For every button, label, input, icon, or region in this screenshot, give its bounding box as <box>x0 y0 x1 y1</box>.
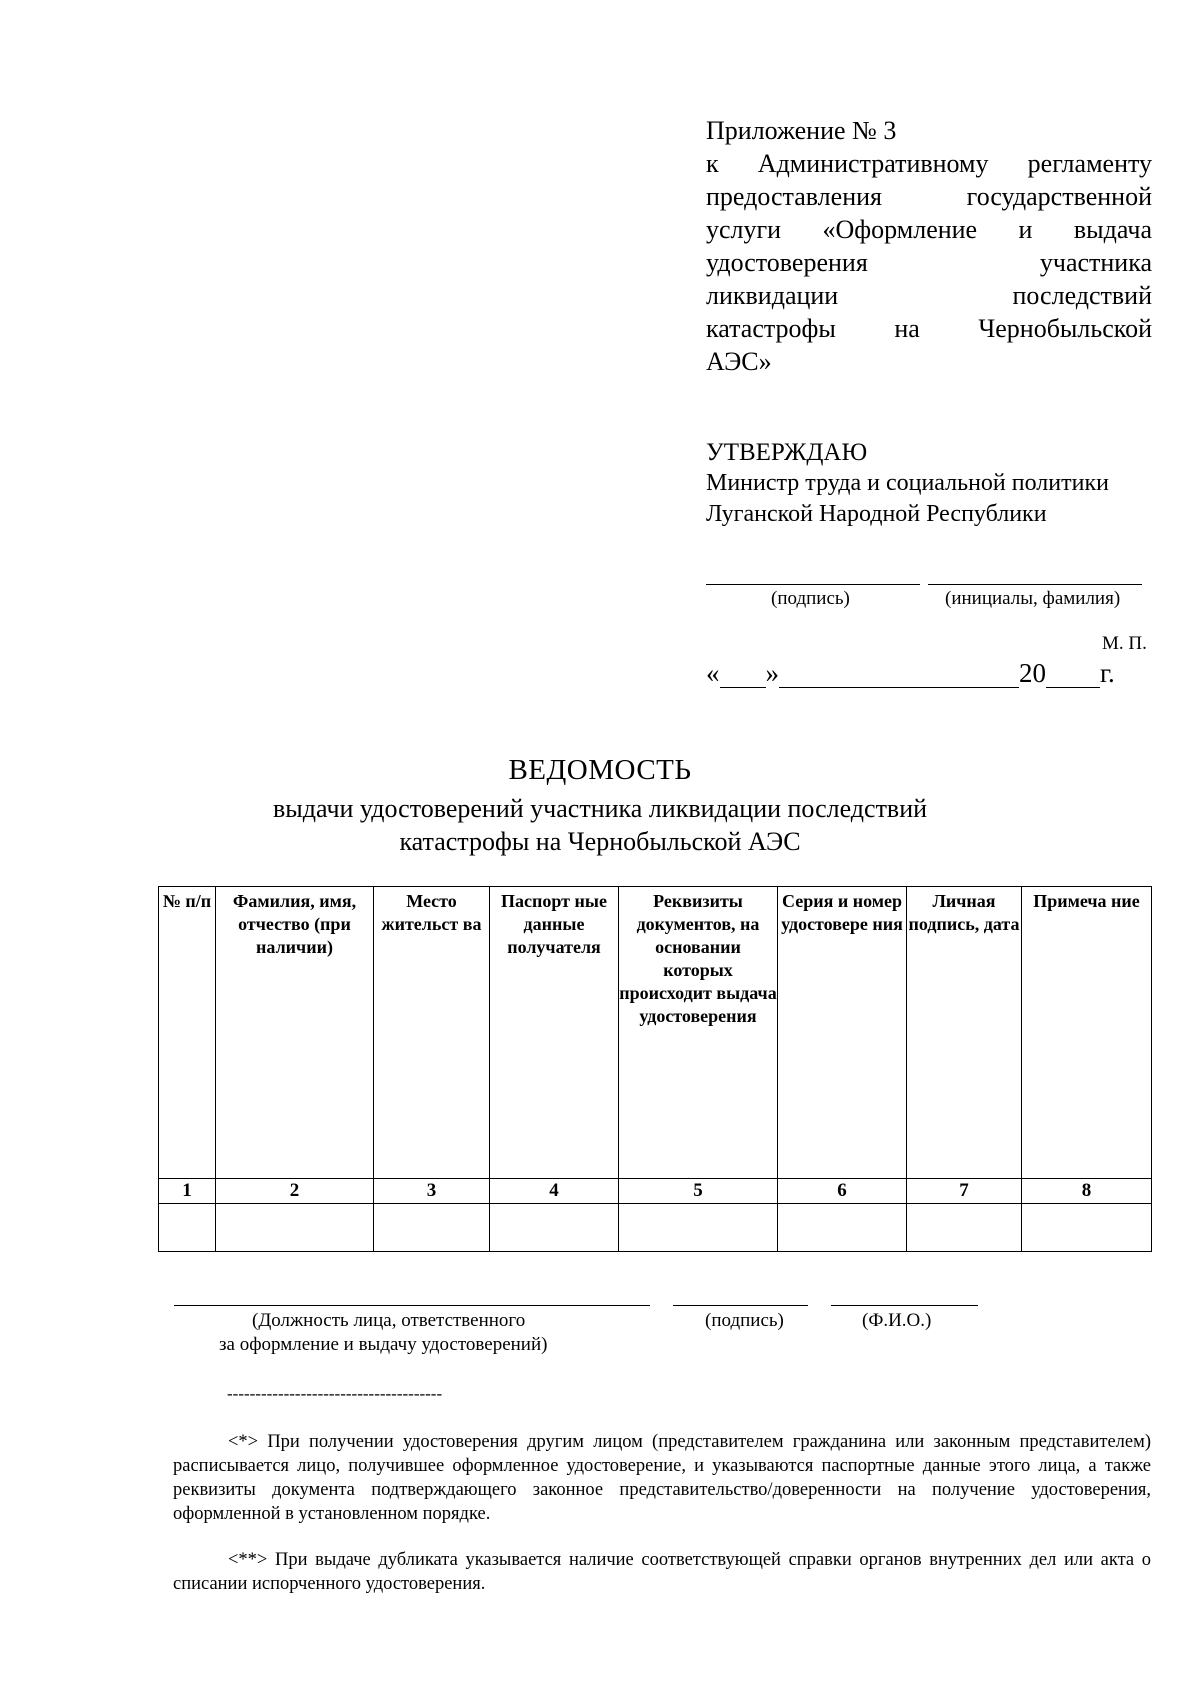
footnote-1: <*> При получении удостоверения другим лицом (представителем гражданина или законным представителем) расписывается лицо, получившее оформленное удостоверение, и указываются паспортные данные этого лица, а также реквизиты документа подтверждающего законное представительство/доверенности на получение удостоверения, оформленной в установленном порядке. <box>173 1432 1151 1524</box>
table-header-row <box>159 887 1152 1179</box>
document-subtitle <box>0 792 1200 858</box>
table-cell <box>216 1204 374 1252</box>
annex-line: удостоверения участника <box>706 248 1152 277</box>
approval-date-line <box>706 658 1115 688</box>
responsible-position-line <box>174 1305 650 1306</box>
date-open-quote: « <box>706 658 720 688</box>
table-number-cell: 1 <box>159 1179 216 1204</box>
annex-line: услуги «Оформление и выдача <box>706 215 1152 244</box>
table-cell <box>490 1204 619 1252</box>
approval-name-caption: (инициалы, фамилия) <box>945 588 1121 609</box>
annex-line: к Административному регламенту <box>706 149 1152 178</box>
approval-title: УТВЕРЖДАЮ <box>706 439 868 466</box>
annex-line: АЭС» <box>706 347 772 376</box>
table-cell <box>619 1204 778 1252</box>
table-row <box>159 1204 1152 1252</box>
responsible-position-caption: (Должность лица, ответственного <box>252 1310 526 1331</box>
footnote-separator: -------------------------------------- <box>227 1384 443 1403</box>
approval-name-line <box>928 584 1142 585</box>
table-header-cell: Реквизиты документов, на основании которых происходит выдача удостоверения <box>619 887 778 1179</box>
table-cell <box>159 1204 216 1252</box>
date-century: 20 <box>1019 658 1046 688</box>
responsible-signature-caption: (подпись) <box>705 1310 784 1331</box>
table-header-cell: Фамилия, имя, отчество (при наличии) <box>216 887 374 1179</box>
table-header-cell: Личная подпись, дата <box>907 887 1022 1179</box>
responsible-signature-line <box>673 1305 808 1306</box>
responsible-name-line <box>831 1305 978 1306</box>
table-number-row <box>159 1179 1152 1204</box>
annex-line: предоставления государственной <box>706 182 1152 211</box>
approval-signature-caption: (подпись) <box>771 588 850 609</box>
table-header-cell: Примеча ние <box>1022 887 1152 1179</box>
table-number-cell: 5 <box>619 1179 778 1204</box>
responsible-fio-caption: (Ф.И.О.) <box>862 1310 932 1331</box>
footnote-2: <**> При выдаче дубликата указывается наличие соответствующей справки органов внутренних дел или акта о списании испорченного удостоверения. <box>173 1550 1151 1594</box>
approver-position: Министр труда и социальной политики <box>706 470 1109 496</box>
table-number-cell: 2 <box>216 1179 374 1204</box>
responsible-position-caption: за оформление и выдачу удостоверений) <box>219 1334 548 1355</box>
table-number-cell: 8 <box>1022 1179 1152 1204</box>
table-cell <box>778 1204 907 1252</box>
table-number-cell: 6 <box>778 1179 907 1204</box>
date-year-blank <box>1046 661 1100 688</box>
approver-position: Луганской Народной Республики <box>706 501 1047 527</box>
annex-line: катастрофы на Чернобыльской <box>706 314 1152 343</box>
subtitle-line: выдачи удостоверений участника ликвидации последствий <box>272 794 928 823</box>
date-month-blank <box>779 661 1019 688</box>
table-number-cell: 7 <box>907 1179 1022 1204</box>
subtitle-line: катастрофы на Чернобыльской АЭС <box>399 827 801 856</box>
stamp-label: М. П. <box>1102 633 1147 654</box>
document-title: ВЕДОМОСТЬ <box>508 754 692 786</box>
date-close-quote: » <box>765 658 779 688</box>
approval-signature-line <box>706 584 920 585</box>
annex-line: ликвидации последствий <box>706 281 1152 310</box>
table-cell <box>374 1204 490 1252</box>
date-day-blank <box>720 661 766 688</box>
table-number-cell: 3 <box>374 1179 490 1204</box>
annex-number: Приложение № 3 <box>706 116 897 145</box>
table-header-cell: Серия и номер удостовере ния <box>778 887 907 1179</box>
statement-table <box>158 886 1152 1252</box>
date-year-suffix: г. <box>1100 658 1115 688</box>
annex-block <box>706 114 1152 378</box>
table-header-cell: № п/п <box>159 887 216 1179</box>
table-number-cell: 4 <box>490 1179 619 1204</box>
table-header-cell: Место жительст ва <box>374 887 490 1179</box>
table-cell <box>907 1204 1022 1252</box>
table-cell <box>1022 1204 1152 1252</box>
table-header-cell: Паспорт ные данные получателя <box>490 887 619 1179</box>
approval-block <box>706 437 1166 530</box>
